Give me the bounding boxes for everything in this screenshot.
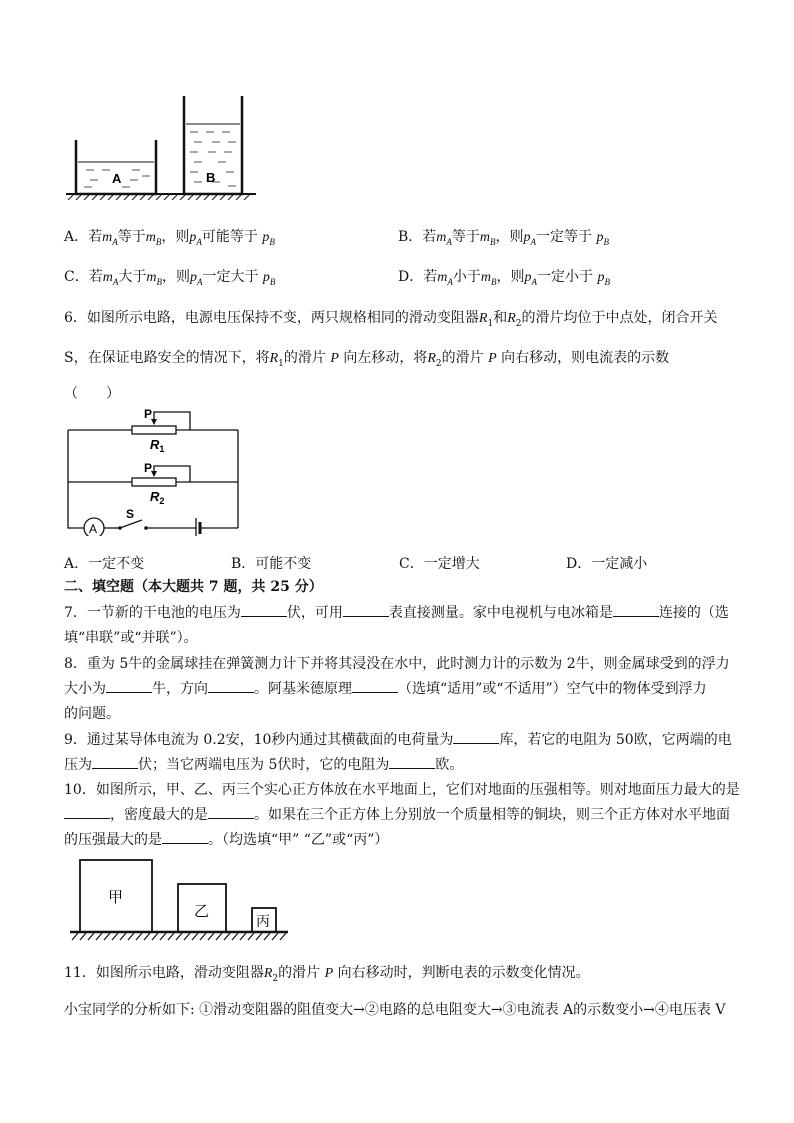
q10-blank-1[interactable] [64, 806, 110, 819]
q6-fig-p1: P [144, 407, 153, 421]
q8-line-2: 大小为 牛，方向 。阿基米德原理 （选填“适用”或“不适用”）空气中的物体受到浮力 [64, 681, 707, 697]
q10-fig-yi: 乙 [194, 903, 210, 920]
q10-cubes-figure [68, 856, 290, 942]
q9-line-1: 9．通过某导体电流为 0.2安，10秒内通过其横截面的电荷量为 库，若它的电阻为 50欧，它两端的电 [64, 732, 732, 748]
q9-blank-1[interactable] [453, 731, 499, 744]
q6-fig-switch: S [126, 507, 135, 521]
q9-blank-3[interactable] [389, 756, 435, 769]
q8-blank-3[interactable] [352, 680, 398, 693]
q6-fig-p2: P [144, 461, 153, 475]
q8-blank-1[interactable] [106, 680, 152, 693]
q10-line-2: ，密度最大的是 。如果在三个正方体上分别放一个质量相等的铜块，则三个正方体对水平地面 [64, 804, 730, 824]
q5-option-c: C．若$m_A$大于$m_B$，则$p_A$一定大于 $p_B$ [64, 269, 276, 287]
q9-line-2: 压为 伏；当它两端电压为 5伏时，它的电阻为 欧。 [64, 757, 464, 773]
q10-line-3: 的压强最大的是 。（均选填“甲” “乙”或“丙”） [64, 832, 389, 848]
q6-option-c: C．一定增大 [399, 556, 480, 572]
q6-fig-r2: $R_2$ [150, 489, 165, 506]
q6-option-a: A．一定不变 [64, 556, 145, 572]
q6-fig-r1: $R_1$ [150, 437, 165, 454]
q11-line-1: 11．如图所示电路，滑动变阻器$R_2$的滑片 P 向右移动时，判断电表的示数变化情况。 [64, 965, 590, 984]
section-title-fill-in: 二、填空题（本大题共 7 题，共 25 分） [64, 579, 323, 595]
q8-line-3: 的问题。 [64, 706, 120, 722]
q7-blank-1[interactable] [241, 604, 287, 617]
q5-option-b: B．若$m_A$等于$m_B$，则$p_A$一定等于 $p_B$ [398, 229, 609, 247]
q7-line-2: 填“串联”或“并联”）。 [64, 630, 198, 646]
q7-line-1: 7．一节新的干电池的电压为 伏，可用 表直接测量。家中电视机与电冰箱是 连接的（选 [64, 605, 729, 621]
q10-line-1: 10．如图所示，甲、乙、丙三个实心正方体放在水平地面上，它们对地面的压强相等。则对地面压力最大的是 [64, 782, 740, 798]
q10-fig-jia: 甲 [108, 889, 124, 906]
containers-figure [62, 90, 262, 200]
q6-fig-ammeter: A [89, 522, 98, 536]
q11-line-2: 小宝同学的分析如下: ①滑动变阻器的阻值变大→②电路的总电阻变大→③电流表 A的示数变小→④电压表 V [64, 1002, 726, 1018]
q5-option-a: A．若$m_A$等于$m_B$，则$p_A$可能等于 $p_B$ [64, 229, 275, 247]
q8-line-1: 8．重为 5牛的金属球挂在弹簧测力计下并将其浸没在水中，此时测力计的示数为 2牛，则金属球受到的浮力 [64, 656, 730, 672]
container-a-label: A [112, 171, 122, 186]
q6-option-b: B．可能不变 [231, 556, 312, 572]
q7-blank-3[interactable] [613, 604, 659, 617]
q8-blank-2[interactable] [208, 680, 254, 693]
q6-line-2: S，在保证电路安全的情况下，将$R_1$的滑片 P 向左移动，将$R_2$的滑片 P 向右移动，则电流表的示数 [64, 350, 670, 369]
q6-answer-paren: （ ） [64, 386, 120, 402]
q6-option-d: D．一定减小 [566, 556, 648, 572]
q7-blank-2[interactable] [343, 604, 389, 617]
container-b-label: B [206, 170, 216, 185]
q10-fig-bing: 丙 [256, 913, 270, 929]
q10-blank-2[interactable] [208, 806, 254, 819]
q6-line-1: 6．如图所示电路，电源电压保持不变，两只规格相同的滑动变阻器$R_1$和$R_2$的滑片均位于中点处，闭合开关 [64, 310, 718, 329]
q9-blank-2[interactable] [92, 756, 138, 769]
q5-option-d: D．若$m_A$小于$m_B$，则$p_A$一定小于 $p_B$ [398, 269, 610, 287]
q6-circuit-figure [62, 404, 248, 536]
q10-blank-3[interactable] [162, 831, 208, 844]
